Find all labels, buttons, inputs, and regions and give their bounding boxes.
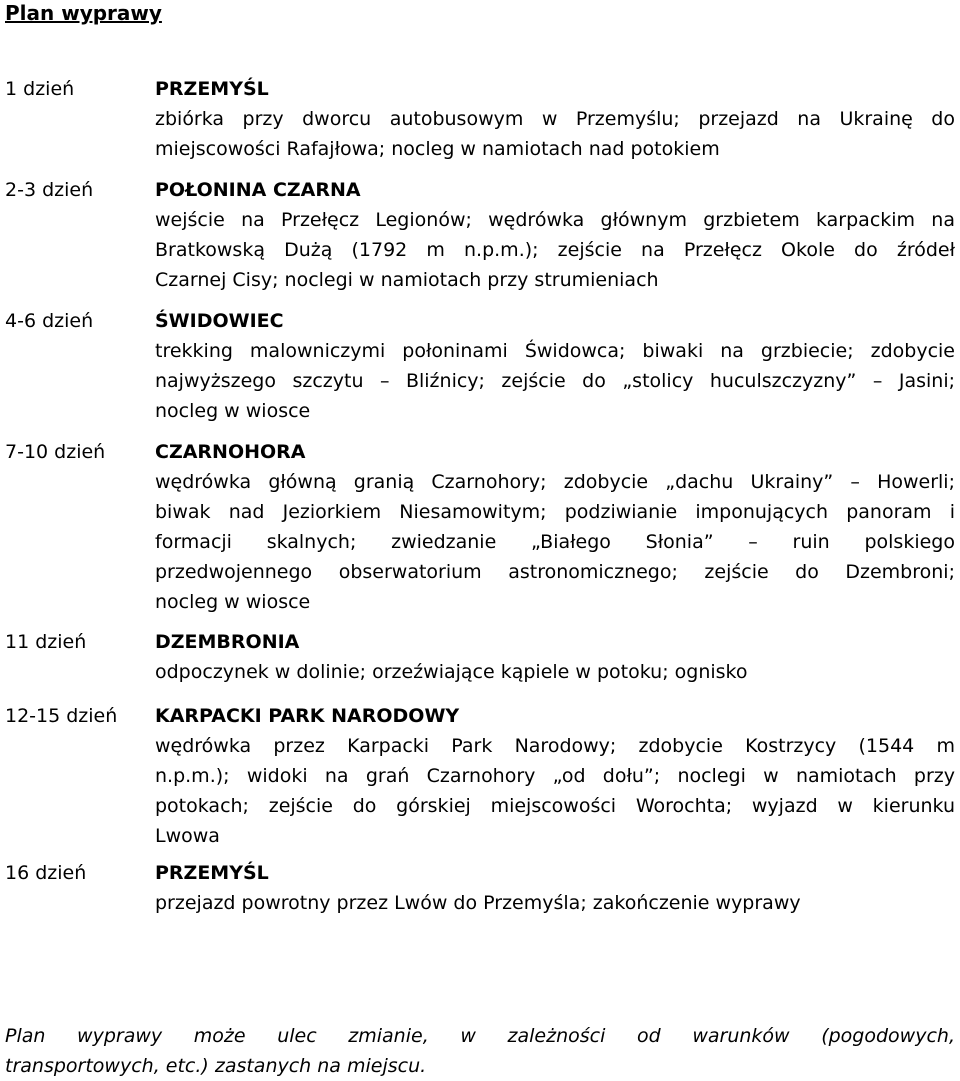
entry-place: KARPACKI PARK NARODOWY bbox=[155, 705, 460, 727]
description-line: Lwowa bbox=[155, 825, 220, 847]
description-line: potokach; zejście do górskiej miejscowości Worochta; wyjazd w kierunku bbox=[155, 795, 955, 817]
entry-place: ŚWIDOWIEC bbox=[155, 310, 284, 332]
description-line: wędrówka główną granią Czarnohory; zdobycie „dachu Ukrainy” – Howerli; bbox=[155, 471, 955, 493]
footnote-line: Plan wyprawy może ulec zmianie, w zależności od warunków (pogodowych, bbox=[5, 1025, 955, 1047]
description-line: odpoczynek w dolinie; orzeźwiające kąpiele w potoku; ognisko bbox=[155, 661, 748, 683]
footnote-line: transportowych, etc.) zastanych na miejscu. bbox=[5, 1055, 427, 1077]
entry-place: PRZEMYŚL bbox=[155, 862, 269, 884]
entry-description bbox=[155, 731, 955, 851]
description-line: zbiórka przy dworcu autobusowym w Przemyślu; przejazd na Ukrainę do bbox=[155, 108, 955, 130]
description-line: najwyższego szczytu – Bliźnicy; zejście do „stolicy huculszczyzny” – Jasini; bbox=[155, 370, 955, 392]
description-line: biwak nad Jeziorkiem Niesamowitym; podziwianie imponujących panoram i bbox=[155, 501, 955, 523]
description-line: trekking malowniczymi połoninami Świdowca; biwaki na grzbiecie; zdobycie bbox=[155, 340, 955, 362]
entry-place: PRZEMYŚL bbox=[155, 78, 269, 100]
page-title: Plan wyprawy bbox=[5, 1, 162, 25]
description-line: wejście na Przełęcz Legionów; wędrówka głównym grzbietem karpackim na bbox=[155, 209, 955, 231]
description-line: wędrówka przez Karpacki Park Narodowy; zdobycie Kostrzycy (1544 m bbox=[155, 735, 955, 757]
entry-day: 2-3 dzień bbox=[5, 179, 94, 201]
description-line: przejazd powrotny przez Lwów do Przemyśla; zakończenie wyprawy bbox=[155, 892, 801, 914]
entry-day: 4-6 dzień bbox=[5, 310, 94, 332]
entry-description bbox=[155, 205, 955, 295]
description-line: Bratkowską Dużą (1792 m n.p.m.); zejście na Przełęcz Okole do źródeł bbox=[155, 239, 955, 261]
footnote bbox=[5, 1021, 955, 1081]
description-line: nocleg w wiosce bbox=[155, 591, 311, 613]
entry-description bbox=[155, 657, 955, 687]
description-line: przedwojennego obserwatorium astronomicznego; zejście do Dzembroni; bbox=[155, 561, 955, 583]
description-line: miejscowości Rafajłowa; nocleg w namiotach nad potokiem bbox=[155, 138, 720, 160]
description-line: formacji skalnych; zwiedzanie „Białego Słonia” – ruin polskiego bbox=[155, 531, 955, 553]
entry-day: 11 dzień bbox=[5, 631, 87, 653]
description-line: n.p.m.); widoki na grań Czarnohory „od dołu”; noclegi w namiotach przy bbox=[155, 765, 955, 787]
description-line: Czarnej Cisy; noclegi w namiotach przy strumieniach bbox=[155, 269, 659, 291]
entry-place: POŁONINA CZARNA bbox=[155, 179, 361, 201]
entry-place: CZARNOHORA bbox=[155, 441, 306, 463]
entry-day: 16 dzień bbox=[5, 862, 87, 884]
entry-description bbox=[155, 104, 955, 164]
entry-description bbox=[155, 467, 955, 617]
description-line: nocleg w wiosce bbox=[155, 400, 311, 422]
entry-day: 7-10 dzień bbox=[5, 441, 106, 463]
entry-day: 1 dzień bbox=[5, 78, 75, 100]
entry-place: DZEMBRONIA bbox=[155, 631, 300, 653]
entry-day: 12-15 dzień bbox=[5, 705, 118, 727]
entry-description bbox=[155, 336, 955, 426]
entry-description bbox=[155, 888, 955, 918]
